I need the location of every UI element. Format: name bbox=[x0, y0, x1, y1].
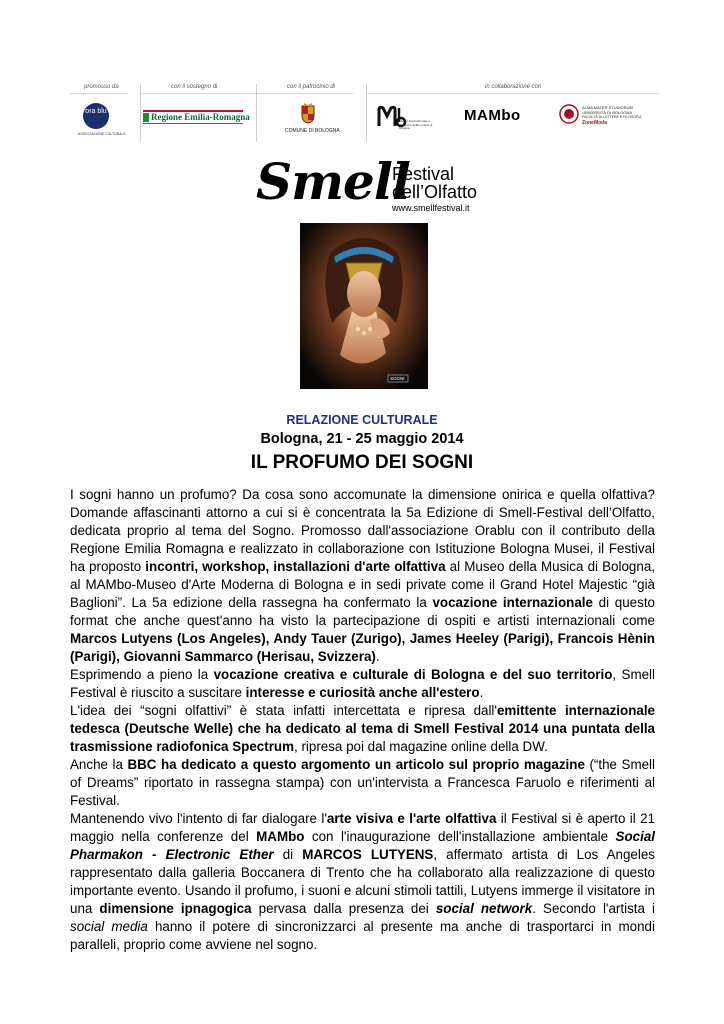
sponsor-patronage bbox=[256, 84, 353, 142]
museo-caption: museo internazionale e biblioteca della musica di bologna bbox=[399, 119, 433, 130]
sponsor-header bbox=[70, 84, 658, 144]
bologna-crest-icon bbox=[300, 102, 316, 124]
festival-line1: Festival bbox=[392, 164, 455, 184]
unibo-line4: ZoneModa bbox=[582, 120, 607, 126]
paragraph-2: Esprimendo a pieno la vocazione creativa e culturale di Bologna e del suo territorio, Smell Festival è riuscito a suscitare interesse e curiosità anche all'estero. bbox=[70, 667, 655, 700]
event-dateline: Bologna, 21 - 25 maggio 2014 bbox=[260, 431, 464, 447]
smell-wordmark: Smell bbox=[256, 152, 410, 211]
poster-illustration bbox=[300, 223, 428, 389]
sponsor-promoter bbox=[70, 84, 128, 142]
paragraph-3: L'idea dei “sogni olfattivi” è stata infatti intercettata e ripresa dall'emittente internazionale tedesca (Deutsche Welle) che ha dedicato al tema di Smell Festival 2014 una puntata della trasmissione radiofonica Spectrum, ripresa poi dal magazine online della DW. bbox=[70, 703, 655, 754]
sponsor-support bbox=[140, 84, 256, 142]
support-label: con il sostegno di bbox=[171, 84, 218, 90]
promoter-label: promosso da bbox=[84, 84, 119, 90]
orablu-caption: ASSOCIAZIONE CULTURALE bbox=[78, 132, 126, 136]
report-kicker: RELAZIONE CULTURALE bbox=[286, 413, 438, 427]
festival-logo bbox=[256, 152, 486, 218]
festival-url: www.smellfestival.it bbox=[392, 203, 470, 213]
orablu-logo: ora blu bbox=[83, 103, 109, 129]
patronage-label: con il patrocinio di bbox=[287, 84, 336, 90]
article-body bbox=[70, 486, 655, 954]
page-title: IL PROFUMO DEI SOGNI bbox=[250, 452, 474, 473]
festival-line2: dell’Olfatto bbox=[392, 182, 478, 202]
paragraph-5: Mantenendo vivo l'intento di far dialogare l'arte visiva e l'arte olfattiva il Festival si è aperto il 21 maggio nella conferenze del MAMbo con l'inaugurazione dell'installazione ambientale Social Pharmakon - Electronic Ether di MARCOS LUTYENS, affermato artista di Los Angeles rappresentato dalla galleria Boccanera di Trento che ha collaborato alla realizzazione di questo importante evento. Usando il profumo, i suoni e alcuni stimoli tattili, Lutyens immerge il visitatore in una dimensione ipnagogica pervasa dalla presenza dei social network. Secondo l'artista i social media hanno il potere di sincronizzarci al presente ma anche di trasportarci in mondi paralleli, proprio come avviene nel sogno. bbox=[70, 811, 656, 952]
unibo-line2: UNIVERSITÀ DI BOLOGNA bbox=[582, 110, 633, 115]
paragraph-1: I sogni hanno un profumo? Da cosa sono accomunate la dimensione onirica e quella olfattiva? Domande affascinanti attorno a cui si è concentrata la 5a Edizione di Smell-Festival dell’Olfatto, dedicata proprio al tema del Sogno. Promosso dall'associazione Orablu con il contributo della Regione Emilia Romagna e realizzato in collaborazione con Istituzione Bologna Musei, il Festival ha proposto incontri, workshop, installazioni d'arte olfattiva al Museo della Musica di Bologna, al MAMbo-Museo d'Arte Moderna di Bologna e in sedi private come il Grand Hotel Majestic “già Baglioni”. La 5a edizione della rassegna ha confermato la vocazione internazionale di questo format che anche quest'anno ha visto la partecipazione di ospiti e artisti internazionali come Marcos Lutyens (Los Angeles), Andy Tauer (Zurigo), James Heeley (Parigi), Francois Hènin (Parigi), Giovanni Sammarco (Herisau, Svizzera). bbox=[70, 487, 655, 664]
poster-image bbox=[300, 223, 428, 389]
university-seal-icon bbox=[559, 104, 579, 124]
regione-logo: Regione Emilia-Romagna bbox=[143, 110, 243, 124]
unibo-line3: FACOLTÀ DI LETTERE E FILOSOFIA bbox=[582, 115, 642, 119]
paragraph-4: Anche la BBC ha dedicato a questo argomento un articolo sul proprio magazine (“the Smell of Dreams” riportato in rassegna stampa) con un'intervista a Francesca Faruolo e riferimenti al Festival. bbox=[70, 757, 655, 808]
poster-badge: SOGNI bbox=[390, 376, 405, 381]
comune-caption: COMUNE DI BOLOGNA bbox=[285, 128, 340, 134]
collaboration-label: in collaborazione con bbox=[485, 84, 542, 90]
unibo-line1: ALMA MATER STUDIORUM bbox=[582, 105, 633, 110]
sponsor-collaboration bbox=[366, 84, 659, 142]
mambo-logo: MAMbo bbox=[464, 107, 521, 124]
